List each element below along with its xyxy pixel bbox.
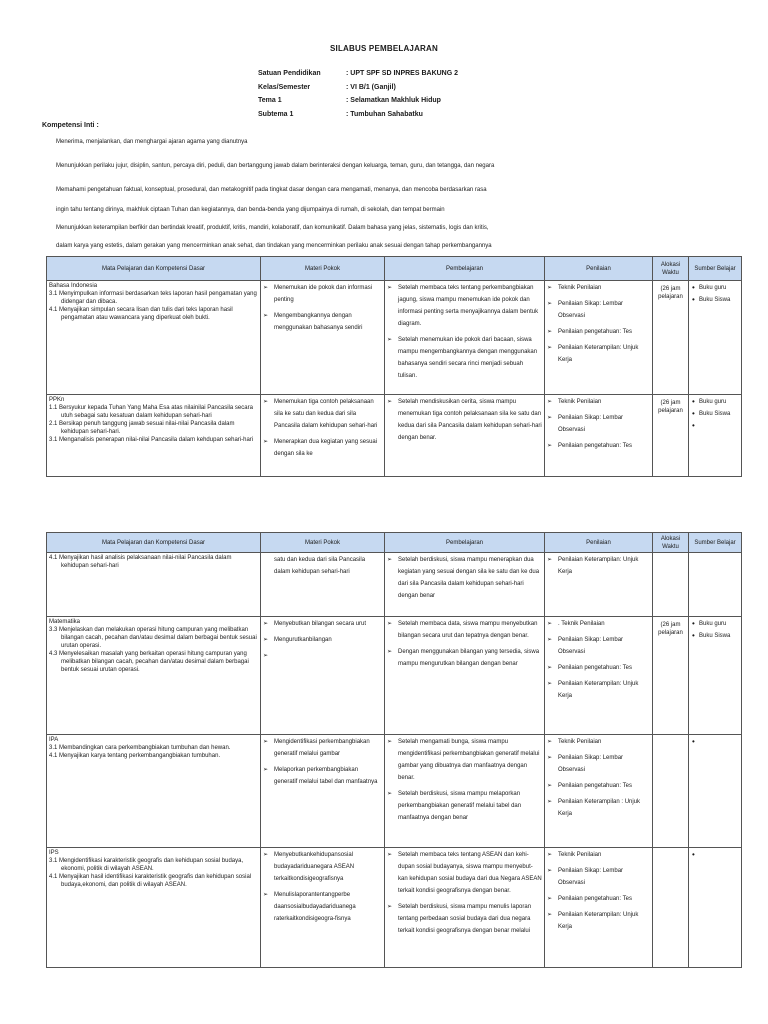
penilaian-item: ➢ Penilaian pengetahuan: Tes (547, 780, 650, 792)
info-key: Tema 1 (258, 97, 282, 104)
ki-text: Memahami pengetahuan faktual, konseptual, prosedural, dan metakognitif pada tingkat dasar dengan cara mengamati, menanya, dan mencoba berdasarkan rasa (56, 187, 487, 193)
penilaian-cell (545, 848, 653, 968)
penilaian-item: ➢ Teknik Penilaian (547, 396, 650, 408)
sumber-cell (689, 281, 742, 395)
sumber-item: • Buku Siswa (691, 408, 739, 420)
table-header-row (47, 533, 742, 553)
subject-name: PPKn (49, 397, 65, 403)
bullet-icon (42, 163, 56, 169)
alokasi-cell (653, 553, 689, 617)
penilaian-item: ➢ Penilaian Sikap: Lembar Observasi (547, 634, 650, 658)
info-row-tema (258, 97, 458, 111)
kd-item: 3.1 Mengidentifikasi karakteristik geografis dan kehidupan sosial budaya, ekonomi, politik di wilayah ASEAN. (49, 858, 244, 872)
kd-item: 4.1 Menyajikan hasil identifikasi karakteristik geografis dan kehidupan sosial budaya,ekonomi, dan politik di wilayah ASEAN. (49, 874, 252, 888)
pembelajaran-cell (385, 281, 545, 395)
document-title: SILABUS PEMBELAJARAN (329, 44, 438, 53)
penilaian-cell (545, 281, 653, 395)
header-penilaian: Penilaian (545, 257, 653, 281)
ki-continuation: dalam karya yang estetis, dalam gerakan yang mencerminkan anak sehat, dan tindakan yang mencerminkan perilaku anak sesuai dengan tahap perkembangannya (56, 243, 492, 249)
alokasi-cell (653, 848, 689, 968)
penilaian-item: ➢ Penilaian Sikap: Lembar Observasi (547, 865, 650, 889)
info-key: Subtema 1 (258, 110, 294, 118)
syllabus-table-1 (46, 256, 742, 477)
materi-item: ➢ Melaporkan perkembangbiakan generatif melalui tabel dan manfaatnya (263, 764, 382, 788)
ki-item (42, 187, 487, 193)
header-pembelajaran: Pembelajaran (385, 533, 545, 553)
penilaian-cell (545, 735, 653, 848)
pembelajaran-item: ➢ Setelah menemukan ide pokok dari bacaan, siswa mampu mengembangkannya dengan menggunakan bahasanya sendiri secara rinci menjadi sebuah tulisan. (387, 334, 542, 382)
pembelajaran-cell (385, 395, 545, 477)
table-row (47, 848, 742, 968)
pembelajaran-item: ➢ Setelah mengamati bunga, siswa mampu mengidentifikasi perkembangbiakan generatif melalui gambar yang dibuatnya dan manfaatnya dengan benar. (387, 736, 542, 784)
penilaian-cell (545, 395, 653, 477)
materi-cell (261, 848, 385, 968)
materi-item: ➢ Menemukan ide pokok dan informasi penting (263, 282, 382, 306)
kd-cell (47, 617, 261, 735)
ki-text: Menunjukkan perilaku jujur, disiplin, santun, percaya diri, peduli, dan bertanggung jawab dalam berinteraksi dengan keluarga, teman, guru, dan tetangga, dan negara (56, 163, 495, 169)
materi-item: ➢ Menerapkan dua kegiatan yang sesuai dengan sila ke (263, 436, 382, 460)
penilaian-item: ➢ Penilaian Sikap: Lembar Observasi (547, 298, 650, 322)
kd-item: 4.1 Menyajikan karya tentang perkembangangbiakan tumbuhan. (49, 753, 221, 759)
materi-item: ➢ Mengurutkanbilangan (263, 634, 382, 646)
info-value: : VI B/1 (Ganjil) (346, 83, 396, 91)
subject-name: Matematika (49, 619, 81, 625)
alokasi-cell: (26 jam pelajaran (653, 281, 689, 395)
materi-cell (261, 281, 385, 395)
bullet-icon (42, 139, 56, 145)
sumber-item: • Buku Siswa (691, 294, 739, 306)
kd-item: 3.1 Menganalisis penerapan nilai-nilai Pancasila dalam kehdupan sehari-hari (49, 437, 254, 443)
table-row (47, 281, 742, 395)
sumber-item: • Buku guru (691, 282, 739, 294)
pembelajaran-item: ➢ Setelah membaca teks tentang perkembangbiakan jagung, siswa mampu menemukan ide pokok dan informasi penting serta menyajikannya dalam bentuk diagram. (387, 282, 542, 330)
penilaian-item: ➢ Teknik Penilaian (547, 849, 650, 861)
sumber-item: • Buku guru (691, 618, 739, 630)
ki-item (42, 139, 247, 145)
header-alokasi: Alokasi Waktu (653, 257, 689, 281)
kd-item: 4.1 Menyajikan hasil analisis pelaksanaan nilai-nilai Pancasila dalam kehidupan sehari-hari (49, 555, 232, 569)
table-row (47, 553, 742, 617)
kd-cell (47, 848, 261, 968)
kd-cell (47, 553, 261, 617)
materi-cell (261, 395, 385, 477)
penilaian-item: ➢ Penilaian pengetahuan: Tes (547, 893, 650, 905)
info-row-satuan (258, 70, 458, 84)
kd-cell (47, 735, 261, 848)
info-row-subtema (258, 111, 458, 125)
bullet-icon (42, 187, 56, 193)
materi-cell (261, 735, 385, 848)
kd-cell (47, 395, 261, 477)
pembelajaran-item: ➢ Setelah berdiskusi, siswa mampu menerapkan dua kegiatan yang sesuai dengan sila ke satu dan ke dua dari sila Pancasila dalam kehidupan sehari-hari dengan benar (387, 554, 542, 602)
alokasi-cell: (26 jam pelajaran (653, 395, 689, 477)
kd-item: 3.1 Membandingkan cara perkembangbiakan tumbuhan dan hewan. (49, 745, 231, 751)
header-alokasi: Alokasi Waktu (653, 533, 689, 553)
kd-item: 1.1 Bersyukur kepada Tuhan Yang Maha Esa atas nilainilai Pancasila secara utuh sebagai satu kesatuan dalam kehidupan sehari-hari (49, 405, 253, 419)
penilaian-item: ➢ Penilaian Keterampilan : Unjuk Kerja (547, 796, 650, 820)
header-pembelajaran: Pembelajaran (385, 257, 545, 281)
penilaian-cell (545, 553, 653, 617)
kompetensi-inti-heading: Kompetensi Inti : (42, 122, 99, 129)
sumber-cell (689, 553, 742, 617)
pembelajaran-item: ➢ Dengan menggunakan bilangan yang tersedia, siswa mampu mengurutkan bilangan dengan benar (387, 646, 542, 670)
pembelajaran-cell (385, 848, 545, 968)
materi-cell (261, 617, 385, 735)
kd-item: 4.1 Menyajikan simpulan secara lisan dan tulis dari teks laporan hasil pengamatan atau wawancara yang diperkuat oleh bukti. (49, 307, 233, 321)
syllabus-table-2 (46, 532, 742, 968)
penilaian-item: ➢ Teknik Penilaian (547, 736, 650, 748)
table-row (47, 735, 742, 848)
header-sumber: Sumber Belajar (689, 257, 742, 281)
materi-item: ➢ Mengidentifikasi perkembangbiakan generatif melalui gambar (263, 736, 382, 760)
table-header-row (47, 257, 742, 281)
info-value: : UPT SPF SD INPRES BAKUNG 2 (346, 70, 459, 77)
ki-item (42, 163, 494, 169)
info-row-kelas (258, 84, 458, 98)
pembelajaran-cell (385, 617, 545, 735)
materi-item: ➢ Menyebutkan bilangan secara urut (263, 618, 382, 630)
sumber-cell (689, 617, 742, 735)
bullet-icon (42, 225, 56, 231)
kd-item: 3.3 Menjelaskan dan melakukan operasi hitung campuran yang melibatkan bilangan cacah, pecahan dan/atau desimal dalam berbagai bentuk sesuai urutan operasi. (49, 627, 257, 649)
ki-text: Menunjukkan keterampilan berfikir dan bertindak kreatif, produktif, kritis, mandiri, kolaboratif, dan komunikatif. Dalam bahasa yang jelas, sistematis, logis dan kritis, (56, 225, 489, 231)
kd-item: 4.3 Menyelesaikan masalah yang berkaitan operasi hitung campuran yang melibatkan bilangan cacah, pecahan dan/atau desimal dalam berbagai bentuk sesuai urutan operasi. (49, 651, 249, 673)
kd-item: 3.1 Menyimpulkan informasi berdasarkan teks laporan hasil pengamatan yang didengar dan dibaca. (49, 291, 257, 305)
alokasi-cell (653, 735, 689, 848)
sumber-item: • Buku Siswa (691, 630, 739, 642)
subject-name: IPS (49, 850, 59, 856)
ki-text: Menerima, menjalankan, dan menghargai ajaran agama yang dianutnya (56, 139, 248, 145)
info-key: Kelas/Semester (258, 83, 311, 91)
materi-item: ➢ Menyebutkankehidupansosial budayadariduanegara ASEAN terkaitkondisigeografisnya (263, 849, 382, 885)
info-value: : Selamatkan Makhluk Hidup (346, 97, 441, 104)
subject-name: Bahasa Indonesia (49, 283, 98, 289)
materi-item: ➢ Menulislaporantentangperbe daansosialbudayadariduanega raterkaitkondisigeogra-fisnya (263, 889, 382, 925)
kd-item: 2.1 Bersikap penuh tanggung jawab sesuai nilai-nilai Pancasila dalam kehidupan sehari-hari. (49, 421, 235, 435)
pembelajaran-cell (385, 553, 545, 617)
materi-continuation: satu dan kedua dari sila Pancasila dalam kehidupan sehari-hari (274, 557, 366, 575)
penilaian-item: ➢ . Teknik Penilaian (547, 618, 650, 630)
kd-cell (47, 281, 261, 395)
subject-name: IPA (49, 737, 59, 743)
pembelajaran-item: ➢ Setelah membaca data, siswa mampu menyebutkan bilangan secara urut dan tepatnya dengan benar. (387, 618, 542, 642)
penilaian-item: ➢ Penilaian Keterampilan: Unjuk Kerja (547, 554, 650, 578)
identity-block (258, 70, 458, 124)
info-key: Satuan Pendidikan (258, 70, 321, 77)
pembelajaran-item: ➢ Setelah berdiskusi, siswa mampu menulis laporan tentang perbedaan sosial budaya dari dua negara terkait kondisi geografisnya dengan benar melalui (387, 901, 542, 937)
penilaian-item: ➢ Penilaian Sikap: Lembar Observasi (547, 752, 650, 776)
penilaian-cell (545, 617, 653, 735)
materi-cell (261, 553, 385, 617)
penilaian-item: ➢ Penilaian Keterampilan: Unjuk Kerja (547, 909, 650, 933)
pembelajaran-item: ➢ Setelah berdiskusi, siswa mampu melaporkan perkembangbiakan generatif melalui tabel dan manfaatnya dengan benar (387, 788, 542, 824)
penilaian-item: ➢ Penilaian pengetahuan: Tes (547, 662, 650, 674)
materi-item: ➢ Mengembangkannya dengan menggunakan bahasanya sendiri (263, 310, 382, 334)
header-materi: Materi Pokok (261, 533, 385, 553)
header-sumber: Sumber Belajar (689, 533, 742, 553)
pembelajaran-item: ➢ Setelah mendiskusikan cerita, siswa mampu menemukan tiga contoh pelaksanaan sila ke satu dan kedua dari sila Pancasila dalam kehidupan sehari-hari dengan benar. (387, 396, 542, 444)
materi-item: ➢ Menemukan tiga contoh pelaksanaan sila ke satu dan kedua dari sila Pancasila dalam kehidupan sehari-hari (263, 396, 382, 432)
pembelajaran-cell (385, 735, 545, 848)
penilaian-item: ➢ Penilaian Sikap: Lembar Observasi (547, 412, 650, 436)
penilaian-item: ➢ Penilaian pengetahuan: Tes (547, 440, 650, 452)
penilaian-item: ➢ Penilaian Keterampilan: Unjuk Kerja (547, 678, 650, 702)
header-penilaian: Penilaian (545, 533, 653, 553)
table-row (47, 395, 742, 477)
sumber-cell (689, 735, 742, 848)
header-mapel: Mata Pelajaran dan Kompetensi Dasar (47, 257, 261, 281)
table-row (47, 617, 742, 735)
header-materi: Materi Pokok (261, 257, 385, 281)
ki-continuation: ingin tahu tentang dirinya, makhluk ciptaan Tuhan dan kegiatannya, dan benda-benda yang dijumpainya di rumah, di sekolah, dan tempat bermain (56, 207, 445, 213)
pembelajaran-item: ➢ Setelah membaca teks tentang ASEAN dan kehi-dupan sosial budayanya, siswa mampu menyebut-kan kehidupan sosial budaya dari dua Negara ASEAN terkait kondisi geografisnya dengan benar. (387, 849, 542, 897)
info-value: : Tumbuhan Sahabatku (346, 110, 423, 118)
alokasi-cell: (26 jam pelajaran (653, 617, 689, 735)
sumber-cell (689, 395, 742, 477)
penilaian-item: ➢ Penilaian Keterampilan: Unjuk Kerja (547, 342, 650, 366)
penilaian-item: ➢ Penilaian pengetahuan: Tes (547, 326, 650, 338)
sumber-cell (689, 848, 742, 968)
penilaian-item: ➢ Teknik Penilaian (547, 282, 650, 294)
header-mapel: Mata Pelajaran dan Kompetensi Dasar (47, 533, 261, 553)
sumber-item: • Buku guru (691, 396, 739, 408)
ki-item (42, 225, 489, 231)
